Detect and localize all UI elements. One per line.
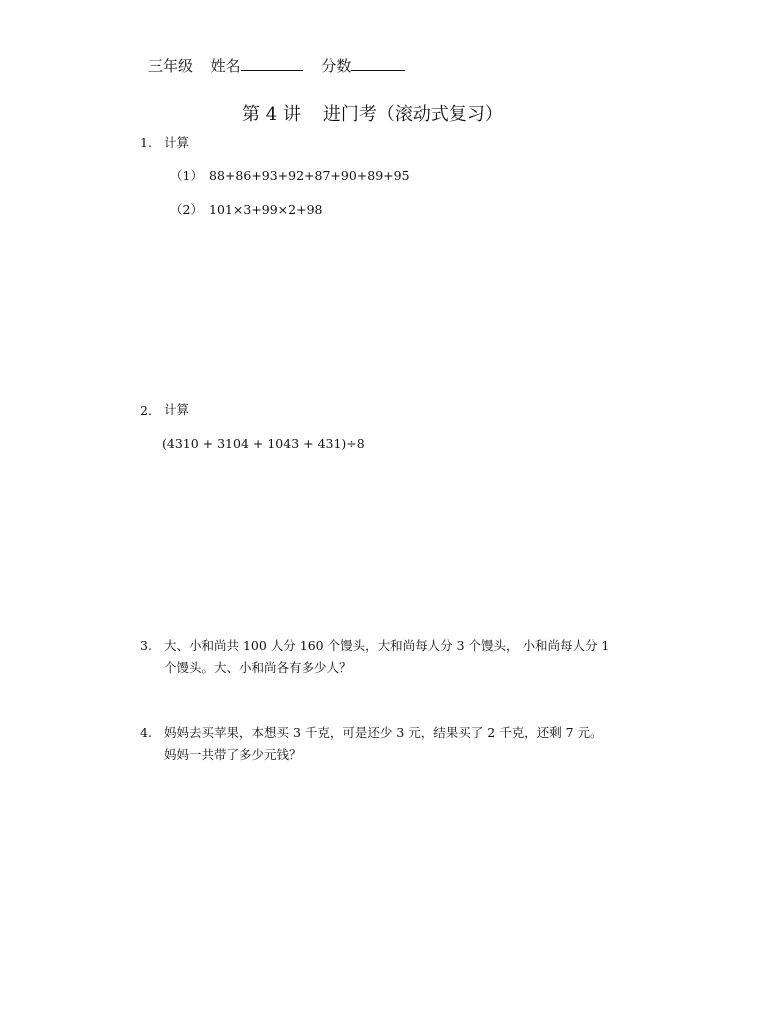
lecture-number: 第 4 讲	[242, 104, 301, 125]
student-info-line	[148, 54, 405, 76]
question-3-number: 3.	[140, 638, 152, 653]
question-1-part-2-label: （2）	[170, 202, 203, 217]
score-blank	[351, 54, 405, 71]
question-2-number: 2.	[140, 403, 152, 418]
question-2-prompt: 计算	[164, 402, 190, 417]
question-1-prompt: 计算	[164, 135, 190, 150]
question-1-part-1-expression: 88+86+93+92+87+90+89+95	[209, 168, 410, 183]
question-3-line-2: 个馒头。大、小和尚各有多少人？	[164, 660, 352, 675]
question-2-expression: (4310 + 3104 + 1043 + 431)÷8	[162, 436, 365, 451]
question-3-line-1: 大、小和尚共 100 人分 160 个馒头，大和尚每人分 3 个馒头， 小和尚每人分 1	[164, 638, 610, 653]
question-1-part-2-expression: 101×3+99×2+98	[209, 202, 323, 217]
name-label: 姓名	[210, 57, 241, 75]
grade-label: 三年级	[148, 57, 194, 75]
question-4-line-2: 妈妈一共带了多少元钱？	[164, 747, 302, 762]
question-4-line-1: 妈妈去买苹果，本想买 3 千克，可是还少 3 元，结果买了 2 千克，还剩 7 元。	[164, 725, 603, 740]
page-title	[242, 102, 503, 128]
lecture-subject: 进门考（滚动式复习）	[322, 104, 503, 125]
name-blank	[241, 54, 303, 71]
question-1-number: 1.	[140, 135, 152, 150]
score-label: 分数	[321, 57, 352, 75]
question-1-part-1-label: （1）	[170, 168, 203, 183]
question-4-number: 4.	[140, 725, 152, 740]
